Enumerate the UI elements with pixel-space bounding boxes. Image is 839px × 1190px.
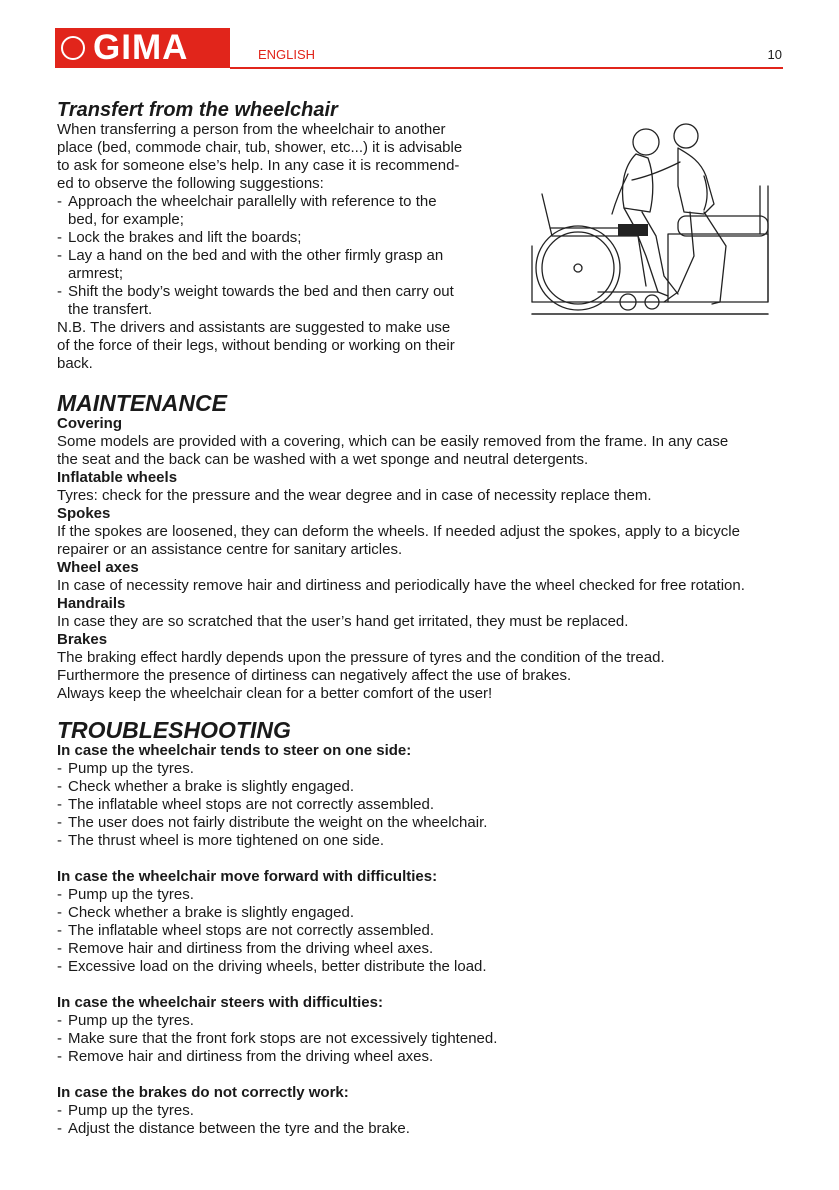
- transfer-note: [57, 319, 485, 373]
- list-item-text: Remove hair and dirtiness from the driving wheel axes.: [68, 1048, 434, 1065]
- list-item: - Make sure that the front fork stops are not excessively tightened.: [57, 1030, 498, 1047]
- list-item: - Remove hair and dirtiness from the driving wheel axes.: [57, 1048, 434, 1065]
- maintenance-inflatable-wheels: [57, 469, 785, 505]
- list-item-text: Pump up the tyres.: [68, 886, 194, 903]
- group-heading: In case the wheelchair move forward with difficulties:: [57, 868, 438, 885]
- maintenance-spokes: [57, 505, 785, 559]
- maintenance-section: [57, 391, 785, 703]
- list-item: - Pump up the tyres.: [57, 1012, 194, 1029]
- list-item: - Pump up the tyres.: [57, 1102, 194, 1119]
- body-line: Furthermore the presence of dirtiness can negatively affect the use of brakes.: [57, 667, 572, 684]
- list-item-text: The user does not fairly distribute the weight on the wheelchair.: [68, 814, 488, 831]
- list-item-text: Excessive load on the driving wheels, better distribute the load.: [68, 958, 487, 975]
- list-item-text: Pump up the tyres.: [68, 1102, 194, 1119]
- list-item-text: Check whether a brake is slightly engaged.: [68, 904, 354, 921]
- list-item: - The inflatable wheel stops are not correctly assembled.: [57, 922, 435, 939]
- body-line: If the spokes are loosened, they can deform the wheels. If needed adjust the spokes, apply to a bicycle: [57, 523, 740, 540]
- list-item-line: Approach the wheelchair parallelly with reference to the: [68, 193, 437, 210]
- body-line: Some models are provided with a covering, which can be easily removed from the frame. In any case: [57, 433, 729, 450]
- transfer-section: [57, 99, 485, 373]
- list-item: - Pump up the tyres.: [57, 886, 194, 903]
- group-heading: In case the wheelchair steers with difficulties:: [57, 994, 383, 1011]
- list-item-text: Pump up the tyres.: [68, 1012, 194, 1029]
- transfer-intro: [57, 121, 485, 193]
- list-item: - Lock the brakes and lift the boards;: [57, 229, 302, 246]
- list-item-text: The thrust wheel is more tightened on one side.: [68, 832, 385, 849]
- list-item-line: bed, for example;: [68, 211, 184, 228]
- list-item: - Lay a hand on the bed and with the other firmly grasp an armrest;: [57, 247, 444, 282]
- body-line: Tyres: check for the pressure and the wear degree and in case of necessity replace them.: [57, 487, 652, 504]
- group-heading: In case the wheelchair tends to steer on one side:: [57, 742, 412, 759]
- body-line: In case of necessity remove hair and dirtiness and periodically have the wheel checked for free rotation.: [57, 577, 745, 594]
- list-item: - Excessive load on the driving wheels, better distribute the load.: [57, 958, 487, 975]
- note-line: of the force of their legs, without bending or working on their: [57, 337, 455, 354]
- section-heading: Wheel axes: [57, 559, 139, 576]
- list-item: - Approach the wheelchair parallelly with reference to the bed, for example;: [57, 193, 437, 228]
- maintenance-covering: [57, 415, 785, 469]
- list-item: - The inflatable wheel stops are not correctly assembled.: [57, 796, 435, 813]
- list-item-text: Adjust the distance between the tyre and the brake.: [68, 1120, 410, 1137]
- list-item-line: armrest;: [68, 265, 124, 282]
- list-item-line: the transfert.: [68, 301, 153, 318]
- body-line: The braking effect hardly depends upon the pressure of tyres and the condition of the tread.: [57, 649, 665, 666]
- page-header: [0, 0, 839, 72]
- intro-line: When transferring a person from the wheelchair to another: [57, 121, 446, 138]
- body-line: repairer or an assistance centre for sanitary articles.: [57, 541, 403, 558]
- list-item-text: Check whether a brake is slightly engaged.: [68, 778, 354, 795]
- list-item-text: The inflatable wheel stops are not correctly assembled.: [68, 922, 435, 939]
- body-line: In case they are so scratched that the user’s hand get irritated, they must be replaced.: [57, 613, 629, 630]
- section-heading: Covering: [57, 415, 123, 432]
- list-item-text: Pump up the tyres.: [68, 760, 194, 777]
- intro-line: to ask for someone else’s help. In any case it is recommend-: [57, 157, 460, 174]
- list-item: - Shift the body’s weight towards the bed and then carry out the transfert.: [57, 283, 454, 318]
- trouble-group-forward: [57, 868, 785, 976]
- body-line: the seat and the back can be washed with a wet sponge and neutral detergents.: [57, 451, 589, 468]
- list-item: - The user does not fairly distribute the weight on the wheelchair.: [57, 814, 488, 831]
- maintenance-title: MAINTENANCE: [57, 390, 227, 416]
- section-heading: Spokes: [57, 505, 111, 522]
- header-rule: [230, 67, 783, 69]
- logo-text: GIMA: [93, 28, 189, 67]
- list-item-text: Make sure that the front fork stops are not excessively tightened.: [68, 1030, 498, 1047]
- intro-line: place (bed, commode chair, tub, shower, etc...) it is advisable: [57, 139, 463, 156]
- page-number: 10: [767, 47, 782, 62]
- language-label: ENGLISH: [258, 47, 316, 62]
- list-item-line: Shift the body’s weight towards the bed and then carry out: [68, 283, 454, 300]
- list-item-text: The inflatable wheel stops are not correctly assembled.: [68, 796, 435, 813]
- body-line: Always keep the wheelchair clean for a better comfort of the user!: [57, 685, 493, 702]
- logo-emblem-icon: [61, 36, 85, 60]
- note-line: back.: [57, 355, 93, 372]
- list-item: - Check whether a brake is slightly engaged.: [57, 904, 354, 921]
- list-item-line: Lock the brakes and lift the boards;: [68, 229, 302, 246]
- transfer-list: [57, 193, 485, 319]
- list-item: - Adjust the distance between the tyre and the brake.: [57, 1120, 410, 1137]
- troubleshooting-section: [57, 718, 785, 1138]
- maintenance-handrails: [57, 595, 785, 631]
- section-heading: Handrails: [57, 595, 126, 612]
- trouble-group-steer-side: [57, 742, 785, 850]
- intro-line: ed to observe the following suggestions:: [57, 175, 324, 192]
- list-item: - Remove hair and dirtiness from the driving wheel axes.: [57, 940, 434, 957]
- list-item: - Check whether a brake is slightly engaged.: [57, 778, 354, 795]
- section-heading: Inflatable wheels: [57, 469, 178, 486]
- trouble-group-steer-difficulty: [57, 994, 785, 1066]
- maintenance-brakes: [57, 631, 785, 703]
- list-item: - Pump up the tyres.: [57, 760, 194, 777]
- group-heading: In case the brakes do not correctly work:: [57, 1084, 349, 1101]
- section-heading: Brakes: [57, 631, 108, 648]
- transfer-illustration: [528, 116, 770, 318]
- list-item: - The thrust wheel is more tightened on one side.: [57, 832, 385, 849]
- transfer-title: Transfert from the wheelchair: [57, 99, 338, 121]
- list-item-text: Remove hair and dirtiness from the driving wheel axes.: [68, 940, 434, 957]
- troubleshooting-title: TROUBLESHOOTING: [57, 717, 291, 743]
- maintenance-wheel-axes: [57, 559, 785, 595]
- note-line: N.B. The drivers and assistants are suggested to make use: [57, 319, 451, 336]
- gima-logo: [55, 28, 230, 68]
- trouble-group-brakes: [57, 1084, 785, 1138]
- list-item-line: Lay a hand on the bed and with the other firmly grasp an: [68, 247, 444, 264]
